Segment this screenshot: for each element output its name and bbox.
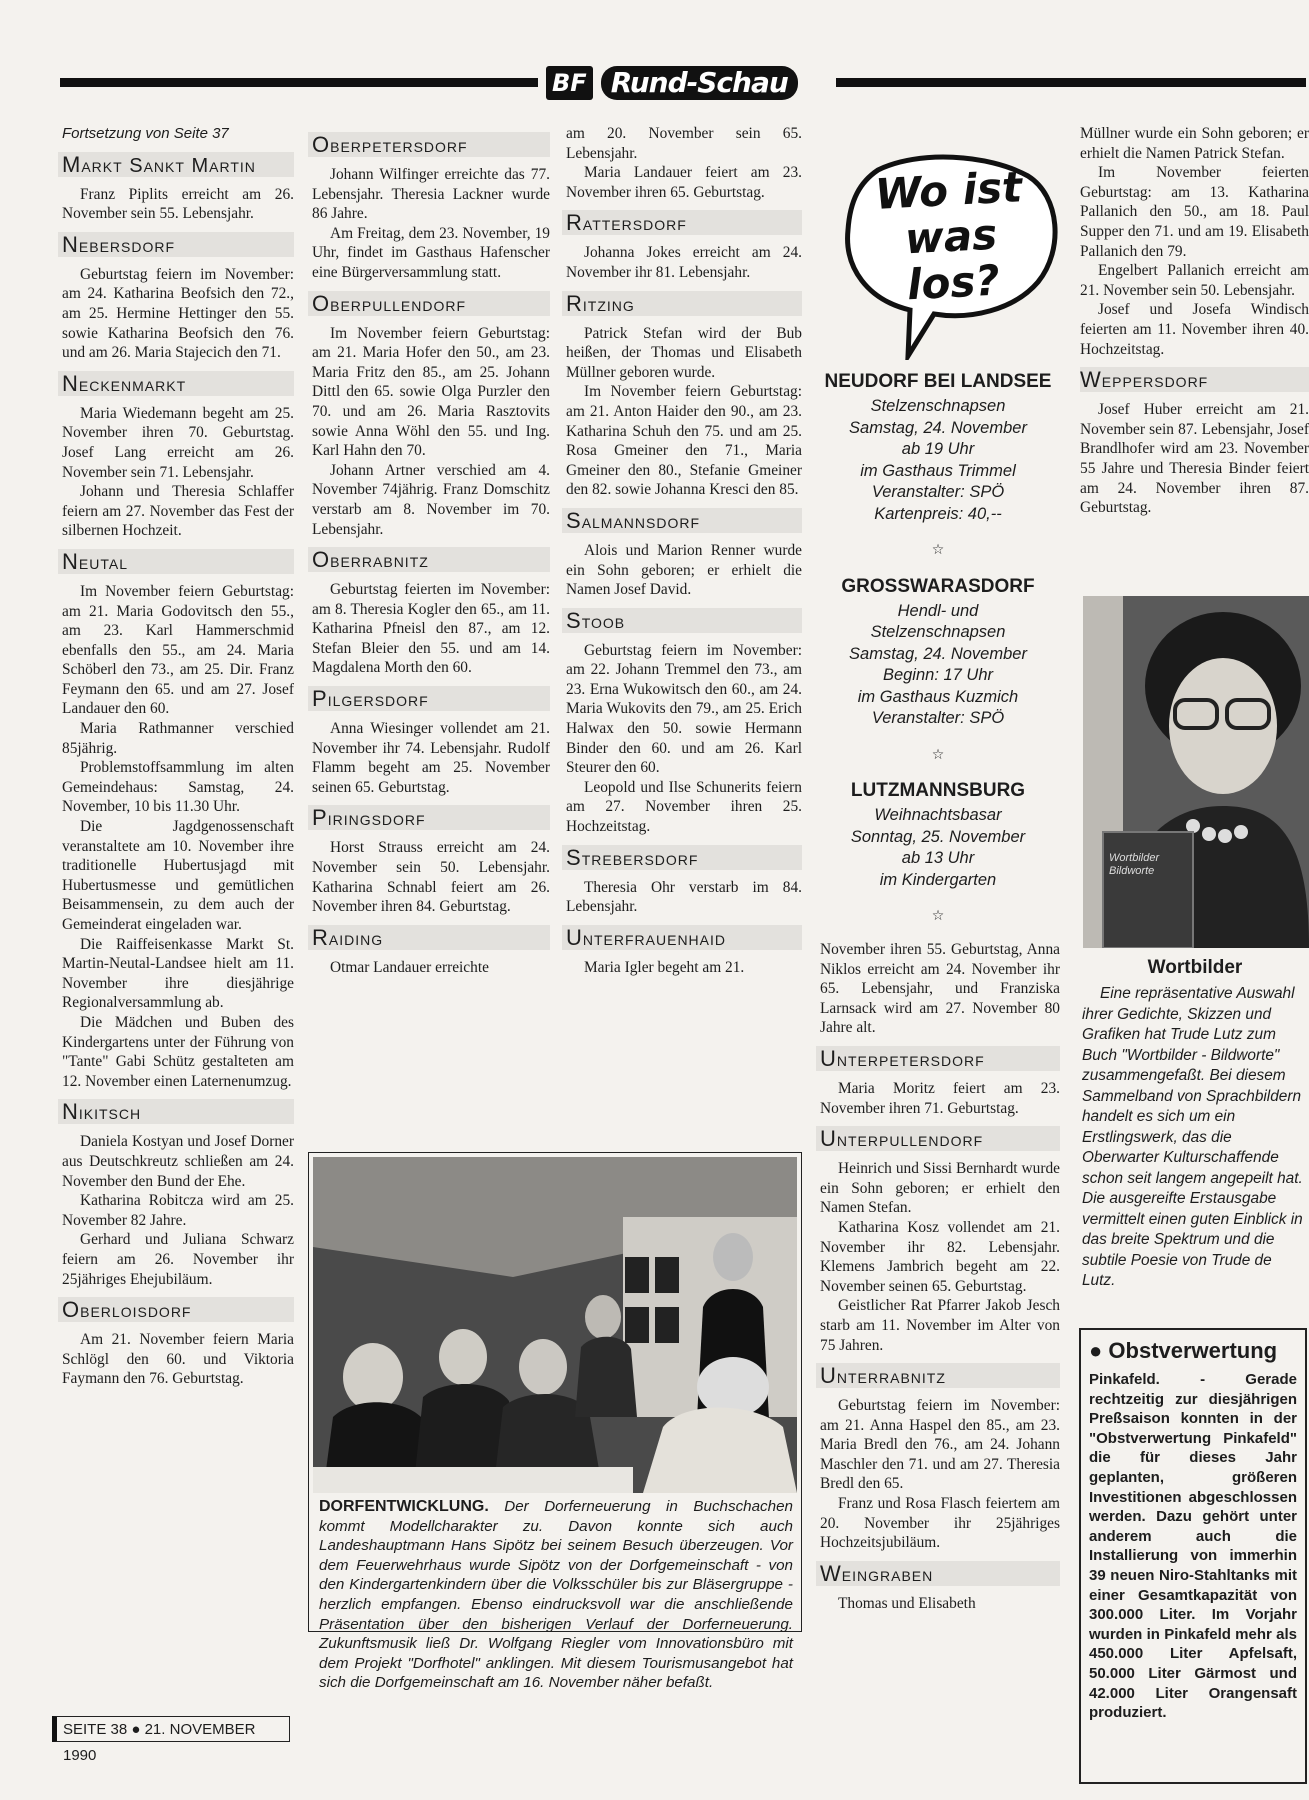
article-paragraph: Geburtstag feiern im November: am 21. Anna Haspel den 85., am 23. Maria Bredl den 76., am 24. Johann Maschler den 71. und am 27. Theresia Bredl den 65. bbox=[820, 1397, 1060, 1493]
article-paragraph: Die Raiffeisenkasse Markt St. Martin-Neutal-Landsee hielt am 11. November ihre diesjährige Regionalversammlung ab. bbox=[62, 935, 294, 1012]
event-detail: Veranstalter: SPÖ bbox=[871, 483, 1005, 501]
column-4 bbox=[820, 940, 1060, 1613]
star-icon: ☆ bbox=[931, 745, 945, 762]
section-heading-oberrabnitz: Oberrabnitz bbox=[308, 547, 550, 572]
article-paragraph: Josef Huber erreicht am 21. November sein 87. Lebensjahr, Josef Brandlhofer wird am 23. November 55 Jahre und Theresia Binder feiert am 24. November ihren 87. Geburtstag. bbox=[1080, 401, 1309, 517]
event-detail: Samstag, 24. November bbox=[849, 418, 1027, 437]
article-paragraph: Engelbert Pallanich erreicht am 21. November sein 50. Lebensjahr. bbox=[1080, 262, 1309, 299]
article-paragraph: Johann Wilfinger erreichte das 77. Lebensjahr. Theresia Lackner wurde 86 Jahre. bbox=[312, 166, 550, 223]
section-heading-oberpullendorf: Oberpullendorf bbox=[308, 291, 550, 316]
article-paragraph: Heinrich und Sissi Bernhardt wurde ein Sohn geboren; er erhielt den Namen Stefan. bbox=[820, 1160, 1060, 1217]
section-heading-salmannsdorf: Salmannsdorf bbox=[562, 508, 802, 533]
article-paragraph: Otmar Landauer erreichte bbox=[330, 958, 489, 976]
article-paragraph: Geburtstag feierten im November: am 8. Theresia Kogler den 65., am 11. Katharina Pfneisl den 87., am 12. Stefan Bleier den 55. und am 14. Magdalena Morth den 60. bbox=[312, 581, 550, 677]
continued-text: am 20. November sein 65. Lebensjahr. bbox=[566, 125, 802, 162]
section-heading-unterfrauenhaid: Unterfrauenhaid bbox=[562, 925, 802, 950]
event-detail: im Gasthaus Trimmel bbox=[860, 461, 1016, 480]
article-paragraph: Johanna Jokes erreicht am 24. November ihr 81. Lebensjahr. bbox=[566, 244, 802, 281]
article-paragraph: Daniela Kostyan und Josef Dorner aus Deutschkreutz schließen am 24. November den Bund der Ehe. bbox=[62, 1133, 294, 1190]
section-heading-unterpetersdorf: Unterpetersdorf bbox=[816, 1046, 1060, 1071]
masthead-logo bbox=[546, 66, 798, 100]
article-paragraph: Im November feierten Geburtstag: am 13. Katharina Pallanich den 50., am 18. Paul Supper den 71. und am 19. Elisabeth Pallanich den 79. bbox=[1080, 164, 1309, 260]
event-detail: im Kindergarten bbox=[879, 870, 997, 889]
masthead-rule-right bbox=[836, 78, 1306, 87]
event-detail: ab 13 Uhr bbox=[901, 849, 975, 867]
event-detail: Sonntag, 25. November bbox=[850, 827, 1026, 846]
section-heading-weingraben: Weingraben bbox=[816, 1561, 1060, 1586]
article-paragraph: Problemstoffsammlung im alten Gemeindehaus: Samstag, 24. November, 10 bis 11.30 Uhr. bbox=[62, 759, 294, 816]
wortbilder-title: Wortbilder bbox=[1147, 957, 1243, 978]
article-paragraph: Am 21. November feiern Maria Schlögl den 60. und Viktoria Faymann den 76. Geburtstag. bbox=[62, 1331, 294, 1388]
wortbilder-text: Eine repräsentative Auswahl ihrer Gedichte, Skizzen und Grafiken hat Trude Lutz zum Buch "Wortbilder - Bildworte" zusammengefaßt. Bei diesem Sammelband von Sprachbildern handelt es sich um ein Erstlingswerk, das die Oberwarter Kulturschaffende schon seit langem angepeilt hat. Die ausgereifte Erstausgabe vermittelt einen guten Einblick in das breite Spektrum und die subtile Poesie von Trude de Lutz. bbox=[1082, 985, 1303, 1289]
section-heading-unterrabnitz: Unterrabnitz bbox=[816, 1363, 1060, 1388]
section-heading-strebersdorf: Strebersdorf bbox=[562, 845, 802, 870]
event-detail: Samstag, 24. November bbox=[849, 644, 1027, 663]
section-heading-oberloisdorf: Oberloisdorf bbox=[58, 1297, 294, 1322]
article-paragraph: Anna Wiesinger vollendet am 21. November ihr 74. Lebensjahr. Rudolf Flamm begeht am 25. November seinen 65. Geburtstag. bbox=[312, 720, 550, 796]
event-detail: Hendl- und bbox=[897, 601, 979, 620]
event-detail: Stelzenschnapsen bbox=[870, 397, 1006, 415]
section-heading-ritzing: Ritzing bbox=[562, 291, 802, 316]
events-list bbox=[820, 370, 1056, 941]
article-paragraph: Maria Igler begeht am 21. bbox=[584, 958, 745, 976]
photo-box bbox=[308, 1152, 802, 1692]
article-paragraph: Maria Wiedemann begeht am 25. November ihren 70. Geburtstag. Josef Lang erreicht am 26. November sein 71. Lebensjahr. bbox=[62, 404, 294, 481]
event-detail: Veranstalter: SPÖ bbox=[871, 709, 1005, 727]
section-heading-stoob: Stoob bbox=[562, 608, 802, 633]
article-paragraph: Alois und Marion Renner wurde ein Sohn geboren; er erhielt die Namen Josef David. bbox=[566, 541, 802, 599]
section-heading-piringsdorf: Piringsdorf bbox=[308, 805, 550, 830]
event-detail: Beginn: 17 Uhr bbox=[882, 666, 994, 684]
obst-text: Pinkafeld. - Gerade rechtzeitig zur diesjährigen Preßsaison konnten in der "Obstverwertung Pinkafeld" die für dieses Jahr geplanten, größeren Investitionen abgeschlossen werden. Dazu gehört unter anderem auch die Installierung von immerhin 39 neuen Niro-Stahltanks mit einer Gesamtkapazität von 300.000 Liter. Im Vorjahr wurden in Pinkafeld mehr als 450.000 Liter Apfelsaft, 50.000 Liter Gärmost und 42.000 Liter Orangensaft produziert. bbox=[1089, 1371, 1297, 1722]
continued-text-2: Maria Landauer feiert am 23. November ihren 65. Geburtstag. bbox=[566, 164, 802, 201]
event-town-neudorf-bei-landsee: NEUDORF BEI LANDSEE bbox=[824, 371, 1052, 392]
section-heading-nebersdorf: Nebersdorf bbox=[58, 232, 294, 257]
article-paragraph: Geburtstag feiern im November: am 24. Katharina Beofsich den 72., am 25. Hermine Hettinger den 55. sowie Katharina Beofsich den 76. und am 26. Maria Stajecich den 71. bbox=[62, 265, 294, 362]
article-paragraph: Geistlicher Rat Pfarrer Jakob Jesch starb am 11. November im Alter von 75 Jahren. bbox=[820, 1297, 1060, 1354]
event-detail: Stelzenschnapsen bbox=[870, 623, 1006, 641]
article-paragraph: Theresia Ohr verstarb im 84. Lebensjahr. bbox=[566, 878, 802, 916]
portrait-photo bbox=[1083, 596, 1309, 948]
masthead-rule-left bbox=[60, 78, 538, 87]
article-paragraph: Am Freitag, dem 23. November, 19 Uhr, findet im Gasthaus Hafenscher eine Bürgerversammlung statt. bbox=[312, 224, 550, 281]
article-paragraph: Katharina Robitcza wird am 25. November 82 Jahre. bbox=[62, 1192, 294, 1229]
article-paragraph: Leopold und Ilse Schunerits feiern am 27. November ihren 25. Hochzeitstag. bbox=[566, 778, 802, 836]
article-paragraph: Josef und Josefa Windisch feierten am 11. November ihren 40. Hochzeitstag. bbox=[1080, 301, 1309, 358]
continued-text: Müllner wurde ein Sohn geboren; er erhielt die Namen Patrick Stefan. bbox=[1080, 125, 1309, 162]
continued-text: November ihren 55. Geburtstag, Anna Niklos erreicht am 24. November ihr 65. Lebensjahr, und Franziska Larnsack wird am 27. November 80 Jahre alt. bbox=[820, 941, 1060, 1037]
star-icon: ☆ bbox=[931, 541, 945, 557]
column-1 bbox=[62, 124, 294, 1389]
article-paragraph: Patrick Stefan wird der Bub heißen, der Thomas und Elisabeth Müllner geboren wurde. bbox=[566, 324, 802, 381]
section-heading-oberpetersdorf: Oberpetersdorf bbox=[308, 132, 550, 157]
book-title: Wortbilder Bildworte bbox=[1109, 852, 1160, 877]
event-detail: Kartenpreis: 40,-- bbox=[874, 504, 1002, 523]
section-heading-neutal: Neutal bbox=[58, 549, 294, 574]
article-paragraph: Im November feiern Geburtstag: am 21. Maria Hofer den 50., am 23. Maria Fritz den 85., am 25. Johann Dittl den 65. sowie Olga Purzler den 70. und am 26. Maria Rasztovits sowie Anna Wöhl den 55. und Ing. Karl Hahn den 70. bbox=[312, 324, 550, 460]
caption-lead: DORFENTWICKLUNG. bbox=[319, 1498, 489, 1515]
article-paragraph: Maria Rathmanner verschied 85jährig. bbox=[62, 720, 294, 757]
event-town-grosswarasdorf: GROSSWARASDORF bbox=[841, 575, 1035, 597]
event-detail: Weihnachtsbasar bbox=[874, 806, 1002, 824]
article-paragraph: Johann und Theresia Schlaffer feiern am 27. November das Fest der silbernen Hochzeit. bbox=[62, 483, 294, 540]
section-heading-pilgersdorf: Pilgersdorf bbox=[308, 686, 550, 711]
section-heading-nikitsch: Nikitsch bbox=[58, 1099, 294, 1124]
bubble-text: Wo ist was los? bbox=[873, 162, 1024, 310]
star-icon: ☆ bbox=[931, 907, 945, 923]
article-paragraph: Thomas und Elisabeth bbox=[838, 1594, 976, 1612]
section-heading-weppersdorf: Weppersdorf bbox=[1080, 367, 1309, 392]
article-paragraph: Franz und Rosa Flasch feiertem am 20. November ihr 25jähriges Hochzeitsjubiläum. bbox=[820, 1495, 1060, 1552]
logo-bf: BF bbox=[546, 66, 593, 100]
section-heading-neckenmarkt: Neckenmarkt bbox=[58, 371, 294, 396]
logo-rundschau: Rund-Schau bbox=[601, 66, 798, 100]
continuation-note: Fortsetzung von Seite 37 bbox=[62, 125, 229, 142]
bullet-icon: ● bbox=[1089, 1338, 1109, 1363]
photo-caption bbox=[319, 1497, 793, 1693]
article-paragraph: Katharina Kosz vollendet am 21. November ihr 82. Lebensjahr. Klemens Jambrich begeht am 22. November seinen 65. Geburtstag. bbox=[820, 1218, 1060, 1295]
article-paragraph: Gerhard und Juliana Schwarz feiern am 26. November ihr 25jähriges Ehejubiläum. bbox=[62, 1231, 294, 1288]
caption-text: Der Dorferneuerung in Buchschachen kommt Modellcharakter zu. Davon konnte sich auch Landeshauptmann Hans Sipötz bei seinem Besuch überzeugen. Vor dem Feuerwehrhaus wurde Sipötz von der Dorfgemeinschaft - von den Kindergartenkindern über die Volksschüler bis zur Bläsergruppe - herzlich empfangen. Ebenso eindrucksvoll war die anschließende Präsentation über den bisherigen Verlauf der Dorferneuerung. Zukunftsmusik ließ Dr. Wolfgang Riegler vom Innovationsbüro mit dem Projekt "Dorfhotel" anklingen. Mit diesem Tourismusangebot hat sich die Dorfgemeinschaft am 16. November näher befaßt. bbox=[319, 1498, 793, 1692]
section-heading-markt-sankt-martin: Markt Sankt Martin bbox=[58, 152, 294, 177]
obst-title: Obstverwertung bbox=[1108, 1338, 1278, 1363]
page-footer: SEITE 38 ● 21. NOVEMBER 1990 bbox=[52, 1716, 290, 1742]
column-5 bbox=[1080, 124, 1309, 518]
event-detail: im Gasthaus Kuzmich bbox=[857, 687, 1019, 706]
article-paragraph: Maria Moritz feiert am 23. November ihren 71. Geburtstag. bbox=[820, 1079, 1060, 1117]
article-paragraph: Geburtstag feiern im November: am 22. Johann Tremmel den 73., am 23. Erna Wukowitsch den 60., am 24. Maria Wukovits den 79., am 25. Erich Halwax den 50. sowie Hermann Binder den 60. und am 26. Karl Steurer den 60. bbox=[566, 641, 802, 777]
wortbilder-article bbox=[1082, 956, 1308, 1292]
column-3 bbox=[566, 124, 802, 977]
event-town-lutzmannsburg: LUTZMANNSBURG bbox=[850, 780, 1026, 801]
article-paragraph: Im November feiern Geburtstag: am 21. Anton Haider den 90., am 23. Katharina Schuh den 75. und am 25. Rosa Gmeiner den 71., Maria Gmeiner den 80., Stefanie Gmeiner den 82. sowie Johanna Kresci den 85. bbox=[566, 383, 802, 499]
article-paragraph: Johann Artner verschied am 4. November 74jährig. Franz Domschitz verstarb am 8. November im 70. Lebensjahr. bbox=[312, 461, 550, 538]
section-heading-unterpullendorf: Unterpullendorf bbox=[816, 1126, 1060, 1151]
article-paragraph: Die Mädchen und Buben des Kindergartens unter der Führung von "Tante" Gabi Schütz gestalteten am 12. November einen Laternenumzug. bbox=[62, 1013, 294, 1090]
section-heading-raiding: Raiding bbox=[308, 925, 550, 950]
section-heading-rattersdorf: Rattersdorf bbox=[562, 210, 802, 235]
article-paragraph: Im November feiern Geburtstag: am 21. Maria Godovitsch den 55., am 23. Karl Hammerschmid ebenfalls den 55., am 24. Maria Schöberl den 73., am 25. Dir. Franz Feymann den 65. und am 27. Josef Landauer den 60. bbox=[62, 582, 294, 718]
article-paragraph: Franz Piplits erreicht am 26. November sein 55. Lebensjahr. bbox=[62, 185, 294, 223]
obstverwertung-box bbox=[1079, 1328, 1307, 1784]
article-paragraph: Die Jagdgenossenschaft veranstaltete am 10. November ihre traditionelle Hubertusjagd mit Hubertusmesse und gemütlichen Beisammensein, zu dem auch der Gemeinderat eingeladen war. bbox=[62, 818, 294, 933]
event-detail: ab 19 Uhr bbox=[901, 440, 975, 458]
article-paragraph: Horst Strauss erreicht am 24. November sein 50. Lebensjahr. Katharina Schnabl feiert am 26. November ihren 84. Geburtstag. bbox=[312, 839, 550, 916]
column-2 bbox=[312, 124, 550, 977]
event-photo bbox=[313, 1157, 797, 1493]
